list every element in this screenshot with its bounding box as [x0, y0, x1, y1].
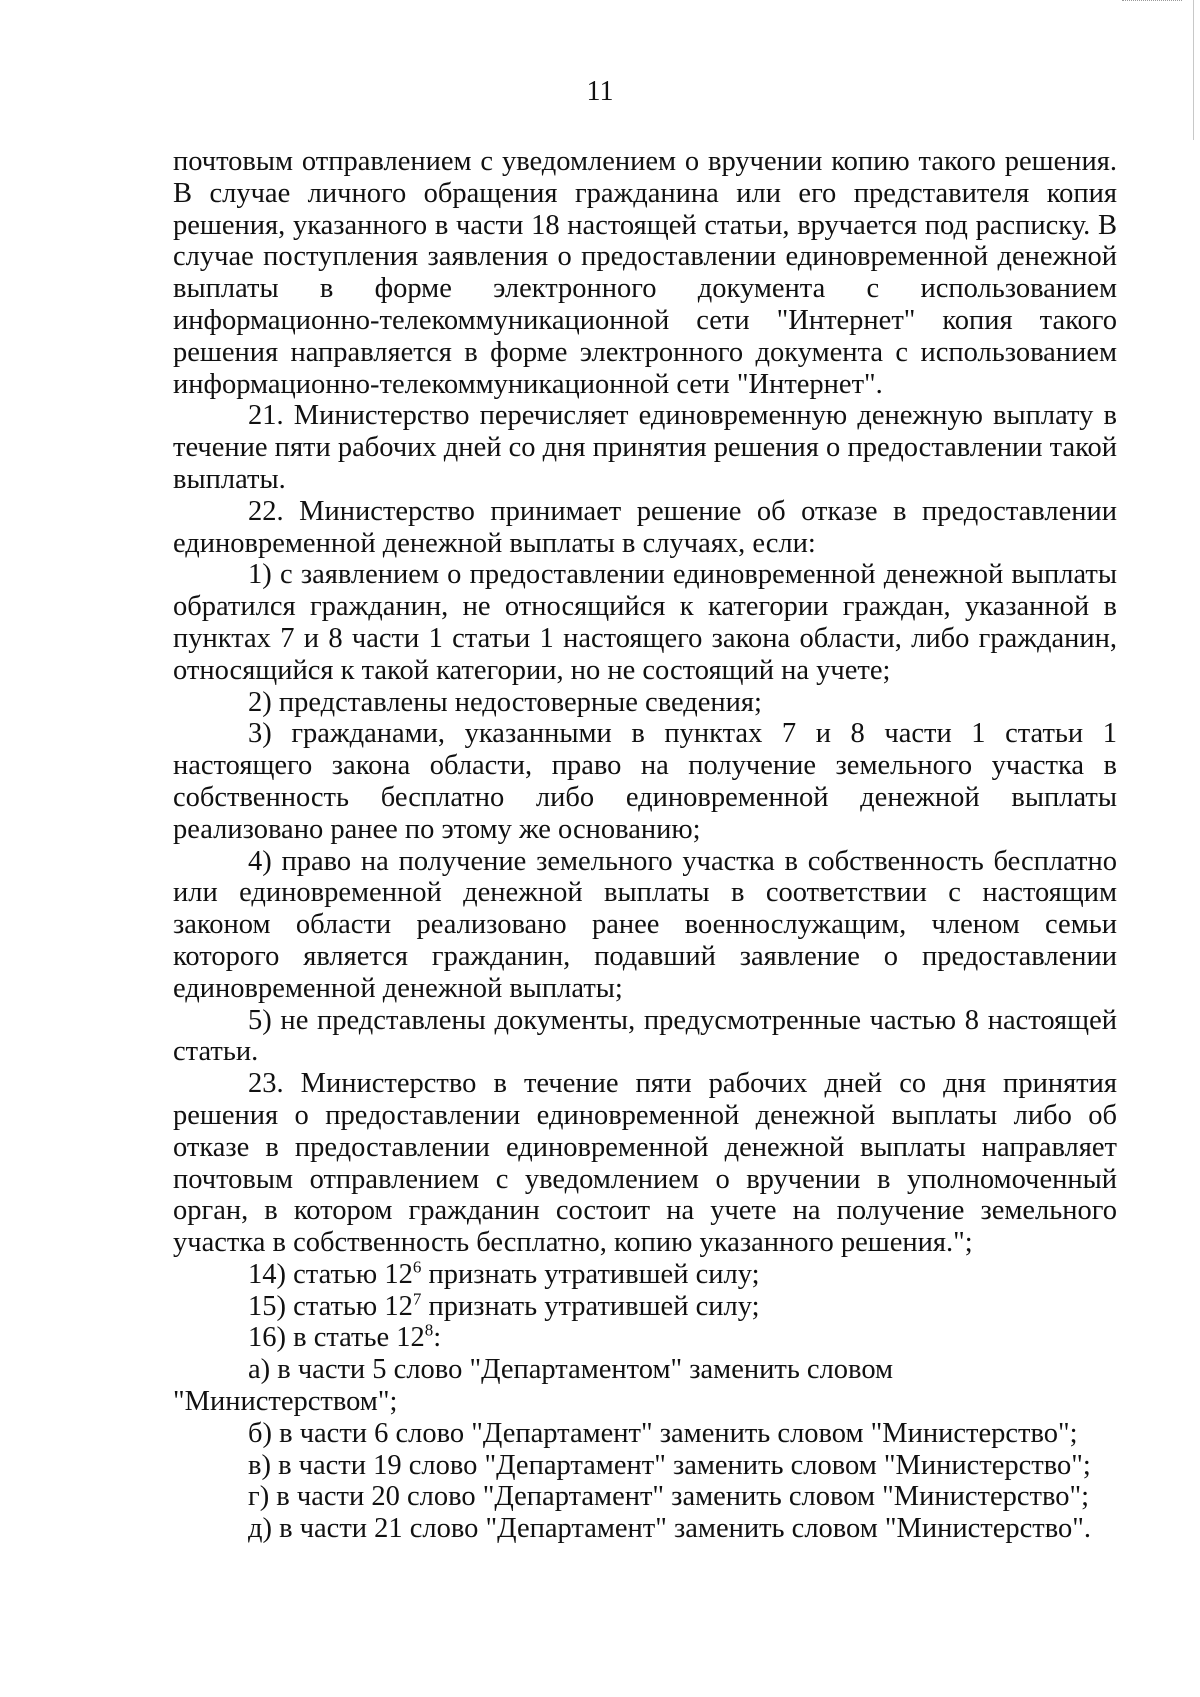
amendment-item-16-text: 16) в статье 12 — [248, 1322, 425, 1354]
list-item-1: 1) с заявлением о предоставлении единовременной денежной выплаты обратился гражданин, не относящийся к категории граждан, указанной в пунктах 7 и 8 части 1 статьи 1 настоящего закона области, либо гражданин, относящийся к такой категории, но не состоящий на учете; — [173, 559, 1117, 686]
paragraph-23: 23. Министерство в течение пяти рабочих дней со дня принятия решения о предоставлении единовременной денежной выплаты либо об отказе в предоставлении единовременной денежной выплаты направляет почтовым отправлением с уведомлением о вручении в уполномоченный орган, в котором гражданин состоит на учете на получение земельного участка в собственность бесплатно, копию указанного решения."; — [173, 1068, 1117, 1259]
paragraph-21: 21. Министерство перечисляет единовременную денежную выплату в течение пяти рабочих дней со дня принятия решения о предоставлении такой выплаты. — [173, 400, 1117, 495]
subitem-v: в) в части 19 слово "Департамент" заменить словом "Министерство"; — [248, 1449, 1091, 1481]
document-body — [173, 146, 1117, 1545]
paragraph-continuation: почтовым отправлением с уведомлением о вручении копию такого решения. В случае личного обращения гражданина или его представителя копия решения, указанного в части 18 настоящей статьи, вручается под расписку. В случае поступления заявления о предоставлении единовременной денежной выплаты в форме электронного документа с использованием информационно-телекоммуникационной сети "Интернет" копия такого решения направляется в форме электронного документа с использованием информационно-телекоммуникационной сети "Интернет". — [173, 146, 1117, 400]
amendment-item-14 — [173, 1259, 1117, 1291]
paragraph-22: 22. Министерство принимает решение об отказе в предоставлении единовременной денежной выплаты в случаях, если: — [173, 495, 1117, 559]
page-number: 11 — [586, 76, 614, 107]
subitem-a: а) в части 5 слово "Департаментом" заменить словом "Министерством"; — [173, 1354, 894, 1418]
amendment-item-16-superscript: 8 — [424, 1320, 434, 1340]
amendment-item-16-rest: : — [433, 1322, 442, 1354]
scan-edge-line — [1193, 0, 1194, 140]
amendment-item-14-text: 14) статью 12 — [248, 1258, 413, 1290]
list-item-4: 4) право на получение земельного участка в собственность бесплатно или единовременной денежной выплаты в соответствии с настоящим законом области реализовано ранее военнослужащим, членом семьи которого является гражданин, подавший заявление о предоставлении единовременной денежной выплаты; — [173, 845, 1117, 1004]
list-item-3: 3) гражданами, указанными в пунктах 7 и 8 части 1 статьи 1 настоящего закона области, право на получение земельного участка в собственность бесплатно либо единовременной денежной выплаты реализовано ранее по этому же основанию; — [173, 718, 1117, 845]
amendment-item-14-rest: признать утратившей силу; — [421, 1258, 760, 1290]
subitem-b: б) в части 6 слово "Департамент" заменить словом "Министерство"; — [248, 1417, 1078, 1449]
scan-corner-mark — [1122, 0, 1182, 4]
amendment-item-15-rest: признать утратившей силу; — [421, 1290, 760, 1322]
list-item-5: 5) не представлены документы, предусмотренные частью 8 настоящей статьи. — [173, 1004, 1117, 1068]
amendment-item-15-superscript: 7 — [412, 1289, 422, 1309]
amendment-item-16 — [173, 1322, 1117, 1354]
amendment-item-14-superscript: 6 — [412, 1257, 422, 1277]
subitem-d: д) в части 21 слово "Департамент" заменить словом "Министерство". — [248, 1513, 1092, 1545]
amendment-item-15-text: 15) статью 12 — [248, 1290, 413, 1322]
list-item-2: 2) представлены недостоверные сведения; — [248, 686, 762, 718]
subitem-g: г) в части 20 слово "Департамент" заменить словом "Министерство"; — [248, 1481, 1090, 1513]
amendment-item-15 — [173, 1291, 1117, 1323]
